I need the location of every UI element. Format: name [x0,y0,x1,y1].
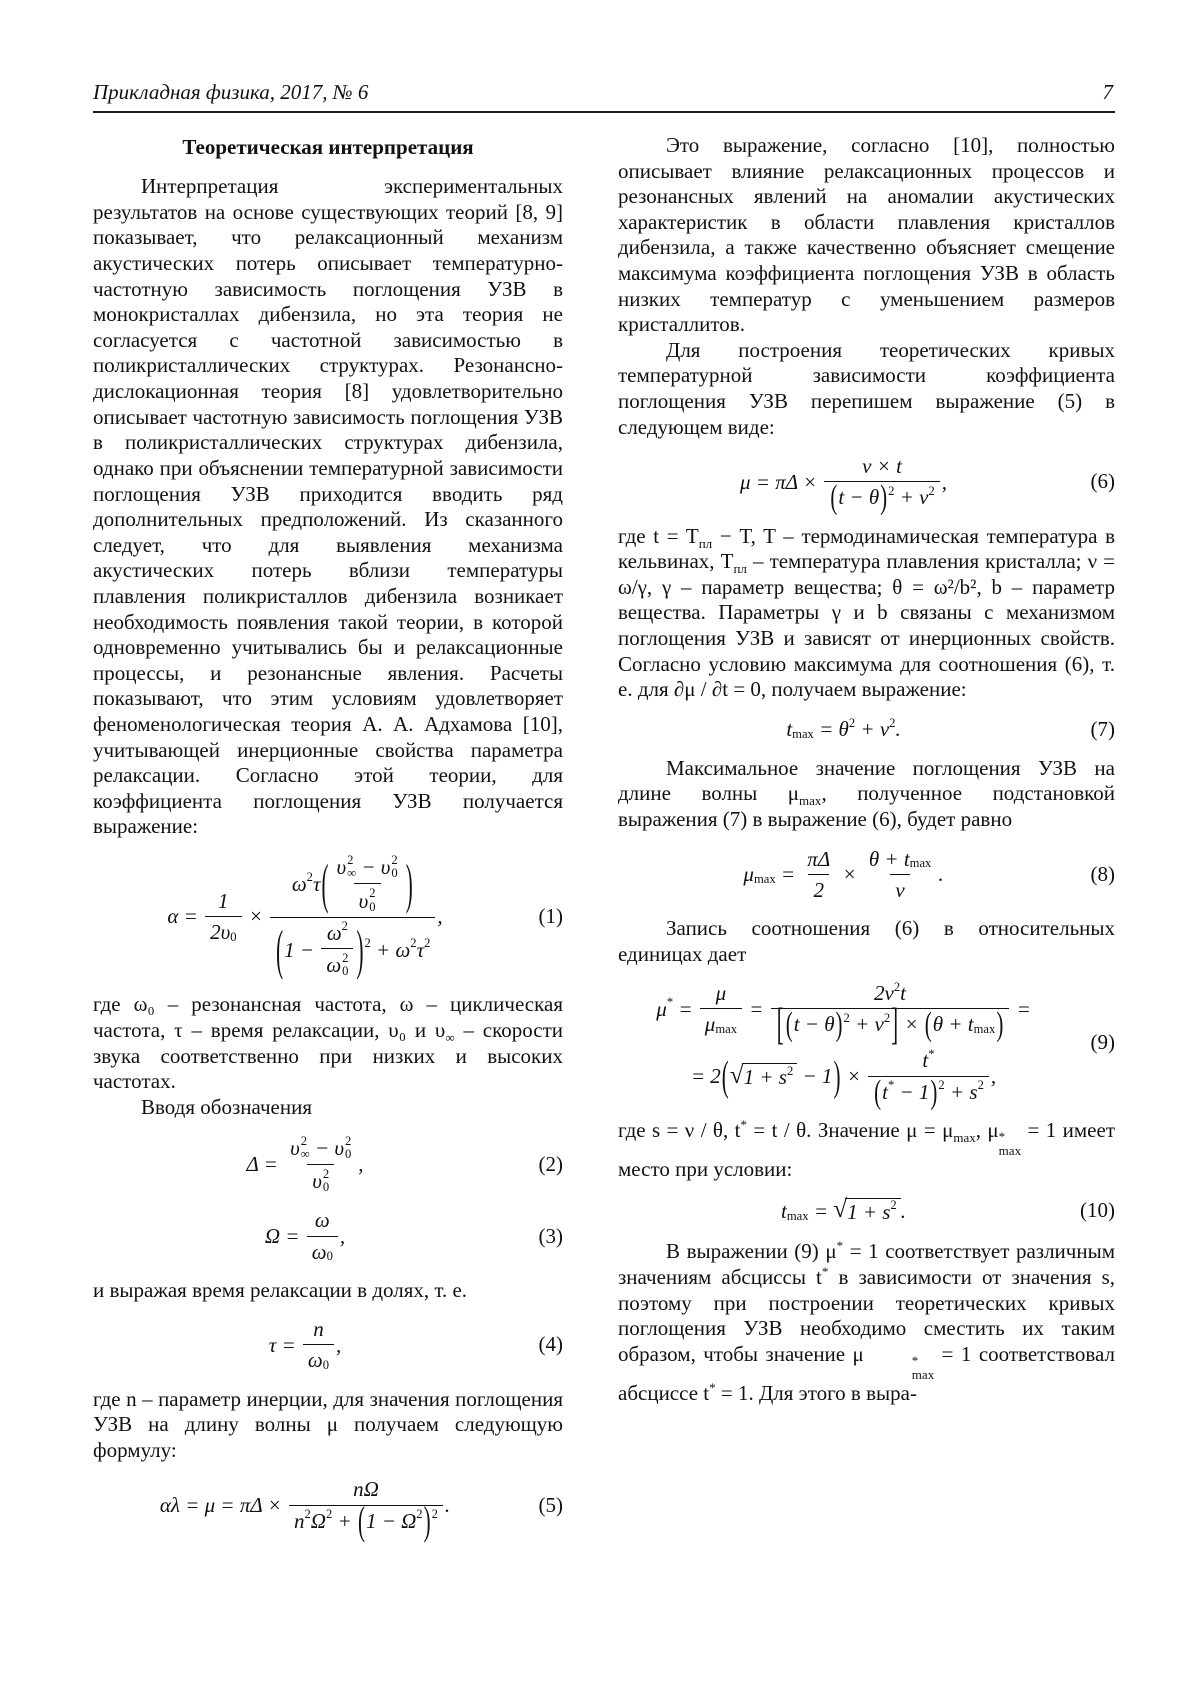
equation-5-number: (5) [538,1492,563,1517]
paragraph-right-1: Это выражение, согласно [10], полностью описывает влияние релаксационных процессов и резонансных явлений на аномалии акустических характеристик в области плавления кристаллов дибензила, а также качественно объясняет смещение максимума коэффициента поглощения УЗВ в область низких температур с уменьшением размеров кристаллитов. [618,133,1115,337]
equation-7-body: t max = θ 2 + ν 2 . [786,715,901,742]
equation-10-number: (10) [1080,1198,1115,1223]
equation-5-body: αλ = μ = πΔ × nΩ n 2 Ω 2 + ( 1 − Ω 2 ) 2 . [159,1477,451,1544]
equation-1 [93,852,563,981]
equation-6-number: (6) [1090,469,1115,494]
two-column-layout [93,133,1115,1547]
equation-3-body: Ω = ω ω 0 , [264,1208,346,1264]
equation-2 [93,1135,563,1195]
equation-4-body: τ = n ω 0 , [268,1317,342,1373]
header-rule [93,111,1115,113]
page-number: 7 [1102,80,1113,104]
equation-7-number: (7) [1090,716,1115,741]
paragraph-right-3: где $t = T_{пл} - T$, T – термодинамическая температура в кельвинах, $T_{пл}$ – температура плавления кристалла; ν = ω/γ, γ – параметр вещества; θ = ω²/b², b – параметр вещества. Параметры γ и b связаны с механизмом поглощения УЗВ и зависят от инерционных свойств. Согласно условию максимума для соотношения (6), т. е. для ∂μ / ∂t = 0, получаем выражение: [618,523,1115,702]
equation-8 [618,847,1115,902]
page-header [93,80,1115,105]
equation-9-number: (9) [1090,1029,1115,1054]
equation-9-lines: μ * = μ μ max = 2 ν 2 t [ ( t − θ ) 2 + ν 2 ] × ( θ + t max ) = = 2 ( √ 1 + s 2 − 1 ) × t * ( t * − 1 ) 2 + s 2 , [656,979,1031,1111]
equation-4-number: (4) [538,1332,563,1357]
equation-2-number: (2) [538,1151,563,1176]
section-heading: Теоретическая интерпретация [182,135,474,159]
equation-4 [93,1317,563,1372]
equation-8-number: (8) [1090,861,1115,886]
equation-9 [618,979,1115,1111]
column-left [93,133,563,1547]
equation-1-number: (1) [538,903,563,928]
column-right [618,133,1115,1547]
paragraph-left-1: Интерпретация экспериментальных результатов на основе существующих теорий [8, 9] показывает, что релаксационный механизм акустических потерь описывает температурно-частотную зависимость поглощения УЗВ в монокристаллах дибензила, но эта теория не согласуется с частотной зависимостью в поликристаллических структурах. Резонансно-дислокационная теория [8] удовлетворительно описывает частотную зависимость поглощения УЗВ в поликристаллических структурах дибензила, однако при объяснении температурной зависимости поглощения УЗВ приходится вводить ряд дополнительных предположений. Из сказанного следует, что для выявления механизма акустических потерь вблизи температуры плавления поликристаллов дибензила возникает необходимость появления такой теории, в которой одновременно учитывались бы и релаксационные процессы, и резонансные явления. Расчеты показывают, что этим условиям удовлетворяет феноменологическая теория А. А. Адхамова [10], учитывающей инерционные свойства параметра релаксации. Согласно этой теории, для коэффициента поглощения УЗВ получается выражение: [93,174,563,839]
equation-8-body: μ max = $\frac{\pi\Delta}{2}$ × θ + t max ν . [743,846,944,902]
equation-10 [618,1196,1115,1225]
equation-6 [618,454,1115,517]
equation-3 [93,1208,563,1263]
paragraph-left-2: где ω₀ – резонансная частота, ω – циклическая частота, τ – время релаксации, υ₀ и $\upsilon_\infty$ – скорости звука соответственно при низких и высоких частотах. [93,992,563,1094]
journal-title: Прикладная физика, 2017, № 6 [93,80,369,104]
equation-10-body: t max = √ 1 + s 2 . [781,1196,906,1224]
paragraph-left-4: и выражая время релаксации в долях, т. е. [93,1277,468,1302]
paragraph-right-2: Для построения теоретических кривых температурной зависимости коэффициента поглощения УЗВ перепишем выражение (5) в следующем виде: [618,337,1115,439]
paragraph-right-7: В выражении (9) μ* = 1 соответствует различным значениям абсциссы t* в зависимости от значения s, поэтому при построении теоретических кривых поглощения УЗВ необходимо сместить их таким образом, чтобы значение μ * max = 1 соответствовал абсциссе t* = 1. Для этого в выра- [618,1238,1115,1405]
paragraph-left-3: Вводя обозначения [141,1094,312,1119]
equation-1-body: α = 1 2υ 0 × ω 2 τ ( υ 2 ∞ − υ 2 0 υ 2 0 ) ( 1 − ω 2 ω 2 0 ) 2 + ω 2 τ 2 , [167,852,443,981]
equation-2-body: Δ = υ 2 ∞ − υ 2 0 υ 2 0 , [246,1133,364,1195]
paragraph-right-6: где s = ν / θ, t* = t / θ. Значение $\mu = \mu_{max}$, μ * max = 1 имеет место при условии: [618,1116,1115,1181]
paragraph-right-5: Запись соотношения (6) в относительных единицах дает [618,915,1115,966]
equation-7 [618,717,1115,742]
equation-3-number: (3) [538,1223,563,1248]
equation-5 [93,1477,563,1544]
equation-9-body [618,979,1069,1111]
equation-6-body: μ = πΔ × ν × t ( t − θ ) 2 + ν 2 , [739,454,948,517]
paragraph-right-4: Максимальное значение поглощения УЗВ на длине волны $\mu_{max}$, полученное подстановкой выражения (7) в выражение (6), будет равно [618,755,1115,832]
paragraph-left-5: где n – параметр инерции, для значения поглощения УЗВ на длину волны μ получаем следующую формулу: [93,1386,563,1462]
